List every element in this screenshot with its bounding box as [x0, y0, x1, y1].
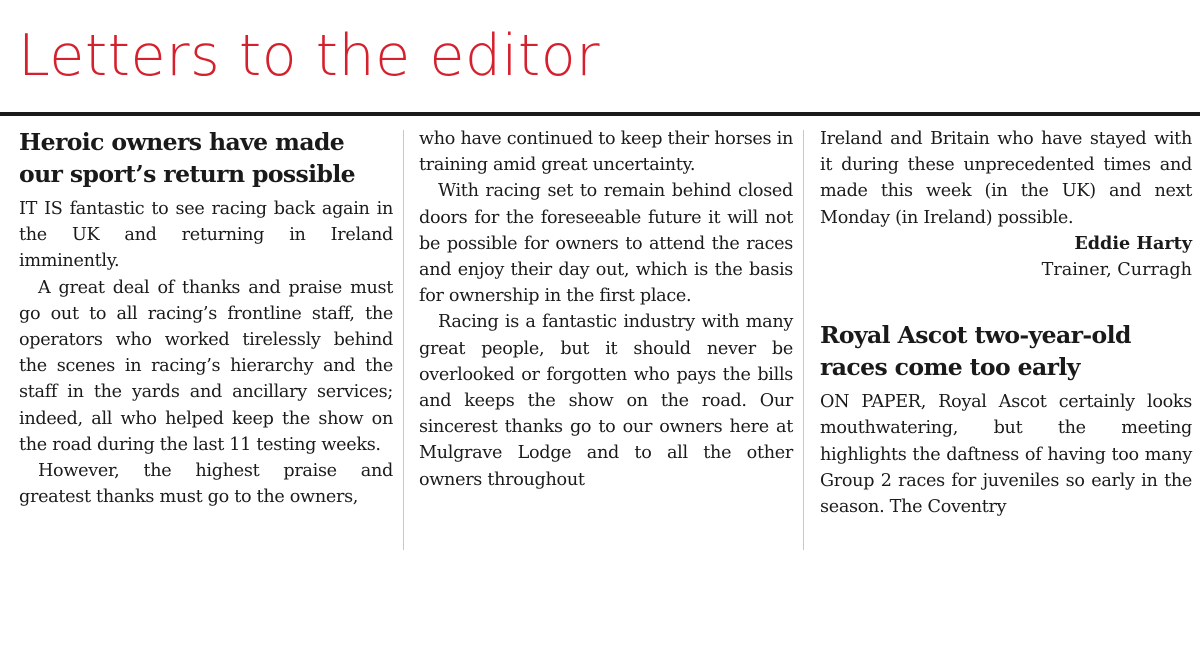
- column-3: [820, 126, 1192, 520]
- header-rule: [0, 112, 1200, 116]
- letter-paragraph: However, the highest praise and greatest thanks must go to the owners,: [19, 461, 393, 508]
- letter-author-role: Trainer, Curragh: [1041, 260, 1192, 281]
- column-divider: [803, 130, 804, 550]
- letter-paragraph: A great deal of thanks and praise must go out to all racing’s frontline staff, the operators who worked tirelessly behind the scenes in racing’s hierarchy and the staff in the yards and ancillary services; indeed, all who helped keep the show on the road during the last 11 testing weeks.: [19, 277, 393, 455]
- letter-paragraph: IT IS fantastic to see racing back again in the UK and returning in Ireland imminently.: [19, 199, 393, 272]
- letter-headline: Royal Ascot two-year-old races come too early: [820, 321, 1131, 382]
- column-divider: [403, 130, 404, 550]
- letter-paragraph: ON PAPER, Royal Ascot certainly looks mouthwatering, but the meeting highlights the daftness of having too many Group 2 races for juveniles so early in the season. The Coventry: [820, 392, 1192, 518]
- letter-paragraph: who have continued to keep their horses in training amid great uncertainty.: [419, 129, 793, 176]
- letter-paragraph: Racing is a fantastic industry with many great people, but it should never be overlooked or forgotten who pays the bills and keeps the show on the road. Our sincerest thanks go to our owners here at Mulgrave Lodge and to all the other owners throughout: [419, 312, 793, 490]
- page-title: Letters to the editor: [18, 23, 601, 89]
- column-2: [419, 126, 793, 493]
- spacer: [820, 283, 1192, 319]
- letter-headline: Heroic owners have made our sport’s return possible: [19, 128, 356, 188]
- letter-paragraph: Ireland and Britain who have stayed with it during these unprecedented times and made this week (in the UK) and next Monday (in Ireland) possible.: [820, 129, 1192, 228]
- letter-paragraph: With racing set to remain behind closed doors for the foreseeable future it will not be possible for owners to attend the races and enjoy their day out, which is the basis for ownership in the first place.: [419, 181, 793, 307]
- column-1: [19, 126, 393, 510]
- letter-author: Eddie Harty: [1074, 232, 1192, 254]
